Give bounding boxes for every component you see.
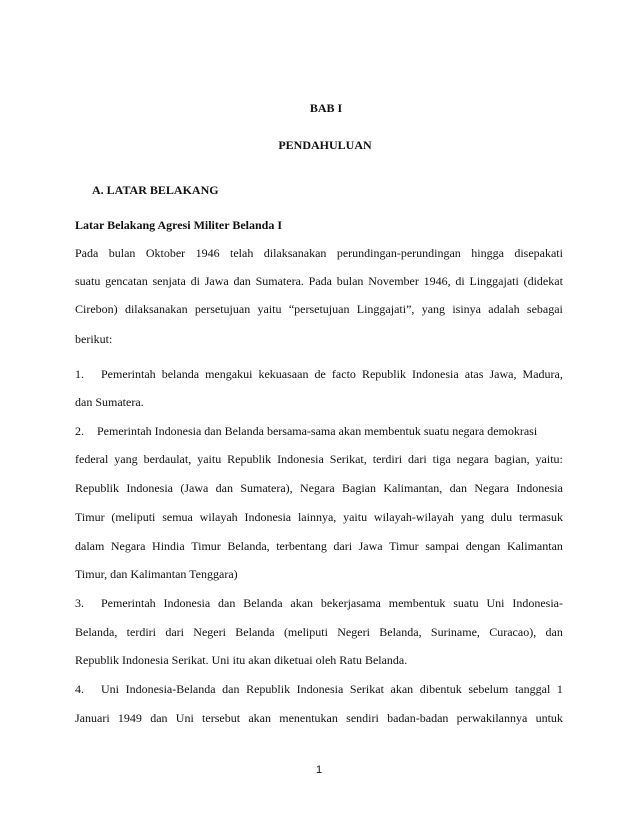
word: dari bbox=[165, 625, 184, 639]
word: Republik bbox=[361, 367, 406, 381]
word: Cirebon) bbox=[75, 302, 118, 316]
word: yang bbox=[460, 510, 485, 524]
word: akan bbox=[390, 682, 414, 696]
word: Pada bbox=[75, 246, 99, 260]
word: atas bbox=[464, 367, 484, 381]
paragraph-line bbox=[75, 273, 563, 289]
chapter-number: BAB I bbox=[309, 101, 343, 115]
word: Republik bbox=[246, 682, 291, 696]
word: terdiri bbox=[372, 452, 403, 466]
chapter-title: PENDAHULUAN bbox=[278, 138, 372, 152]
word: lainnya, bbox=[297, 510, 337, 524]
list-number: 4. bbox=[75, 682, 84, 696]
list-item-4 bbox=[75, 681, 563, 697]
word: di bbox=[455, 274, 465, 288]
paragraph-line: Timur, dan Kalimantan Tenggara) bbox=[75, 567, 238, 581]
word: membentuk bbox=[388, 596, 446, 610]
page-number: 1 bbox=[315, 764, 323, 776]
word: belanda bbox=[161, 367, 200, 381]
word: gencatan bbox=[105, 274, 148, 288]
word: Indonesia bbox=[126, 481, 173, 495]
word: Linggajati bbox=[469, 274, 519, 288]
subheading: Latar Belakang Agresi Militer Belanda I bbox=[75, 218, 283, 232]
word: facto bbox=[331, 367, 356, 381]
word: Indonesia- bbox=[512, 596, 563, 610]
word: Indonesia bbox=[296, 682, 344, 696]
word: dilaksanakan bbox=[263, 246, 327, 260]
word: Jawa bbox=[204, 274, 229, 288]
word: “persetujuan bbox=[288, 302, 350, 316]
word: Uni bbox=[175, 711, 194, 725]
word: dan bbox=[215, 481, 233, 495]
word: Januari bbox=[75, 711, 110, 725]
word: persetujuan bbox=[194, 302, 251, 316]
word: dibentuk bbox=[419, 682, 462, 696]
word: Serikat bbox=[349, 682, 384, 696]
word: Belanda bbox=[235, 625, 275, 639]
word: Madura, bbox=[522, 367, 563, 381]
paragraph-line bbox=[75, 301, 563, 317]
word: isinya bbox=[452, 302, 481, 316]
word: Pemerintah bbox=[101, 596, 156, 610]
paragraph-line: dan Sumatera. bbox=[75, 395, 144, 409]
word: wilayah bbox=[199, 510, 238, 524]
word: dan bbox=[545, 625, 563, 639]
word: (Jawa bbox=[180, 481, 209, 495]
word: Pada bbox=[308, 274, 332, 288]
word: semua bbox=[162, 510, 193, 524]
word: dengan bbox=[465, 539, 501, 553]
word: 1946, bbox=[423, 274, 451, 288]
word: Republik bbox=[227, 452, 272, 466]
word: sebelum bbox=[468, 682, 509, 696]
word: bulan bbox=[336, 274, 364, 288]
word: yang bbox=[114, 452, 138, 466]
word: Suriname, bbox=[430, 625, 480, 639]
word: terbentang bbox=[276, 539, 327, 553]
word: Indonesia-Belanda bbox=[125, 682, 216, 696]
paragraph-line bbox=[75, 451, 563, 467]
word: federal bbox=[75, 452, 109, 466]
word: Linggajati”, bbox=[356, 302, 415, 316]
word: Pemerintah bbox=[101, 367, 156, 381]
word: Sumatera), bbox=[240, 481, 293, 495]
section-heading: A. LATAR BELAKANG bbox=[92, 183, 219, 197]
word: tiga bbox=[432, 452, 451, 466]
word: Negeri bbox=[193, 625, 226, 639]
list-item-2 bbox=[75, 423, 563, 439]
word: (didekat bbox=[523, 274, 563, 288]
word: dilaksanakan bbox=[124, 302, 188, 316]
word: sebagai bbox=[526, 302, 563, 316]
word: negara bbox=[456, 452, 489, 466]
word: wilayah-wilayah bbox=[373, 510, 454, 524]
word: bulan bbox=[108, 246, 136, 260]
list-item-3 bbox=[75, 595, 563, 611]
word: badan-badan bbox=[387, 711, 449, 725]
paragraph-line bbox=[75, 624, 563, 640]
word: dan bbox=[449, 481, 467, 495]
word: de bbox=[314, 367, 326, 381]
word: Belanda, bbox=[379, 625, 422, 639]
paragraph-line bbox=[75, 480, 563, 496]
word: bagian, bbox=[494, 452, 530, 466]
word: sendiri bbox=[346, 711, 379, 725]
word: yaitu bbox=[257, 302, 282, 316]
word: Hindia bbox=[152, 539, 185, 553]
word: yaitu bbox=[197, 452, 222, 466]
word: senjata bbox=[152, 274, 186, 288]
word: Republik bbox=[75, 481, 119, 495]
paragraph-line bbox=[75, 710, 563, 726]
paragraph-line bbox=[75, 538, 563, 554]
word: Serikat, bbox=[329, 452, 367, 466]
word: perwakilannya bbox=[456, 711, 528, 725]
paragraph-line: Republik Indonesia Serikat. Uni itu akan diketuai oleh Ratu Belanda. bbox=[75, 653, 408, 667]
word: sampai bbox=[425, 539, 460, 553]
word: Bagian bbox=[341, 481, 376, 495]
word: dulu bbox=[490, 510, 513, 524]
word: Oktober bbox=[145, 246, 186, 260]
paragraph-line bbox=[75, 245, 563, 261]
word: di bbox=[190, 274, 200, 288]
word: terdiri bbox=[126, 625, 156, 639]
word: Timur bbox=[75, 510, 105, 524]
word: berdaulat, bbox=[143, 452, 192, 466]
word: 1949 bbox=[117, 711, 142, 725]
word: November bbox=[368, 274, 419, 288]
word: akan bbox=[290, 596, 314, 610]
paragraph-line bbox=[75, 509, 563, 525]
list-text bbox=[101, 681, 563, 697]
word: Belanda, bbox=[227, 539, 270, 553]
word: kekuasaan bbox=[258, 367, 309, 381]
list-number: 1. bbox=[75, 367, 84, 381]
word: Indonesia bbox=[516, 481, 563, 495]
word: Indonesia bbox=[277, 452, 324, 466]
word: dari bbox=[333, 539, 353, 553]
word: disepakati bbox=[514, 246, 563, 260]
list-text bbox=[101, 595, 563, 611]
word: Sumatera. bbox=[255, 274, 304, 288]
word: Negara bbox=[300, 481, 335, 495]
word: perundingan-perundingan bbox=[336, 246, 461, 260]
word: Kalimantan, bbox=[383, 481, 443, 495]
word: Indonesia bbox=[412, 367, 459, 381]
word: dalam bbox=[75, 539, 105, 553]
word: yaitu: bbox=[535, 452, 563, 466]
word: suatu bbox=[453, 596, 479, 610]
word: telah bbox=[230, 246, 254, 260]
word: Jawa, bbox=[489, 367, 517, 381]
list-item-1 bbox=[75, 366, 563, 382]
word: yang bbox=[421, 302, 446, 316]
word: Belanda bbox=[243, 596, 283, 610]
word: menentukan bbox=[279, 711, 338, 725]
word: mengakui bbox=[205, 367, 253, 381]
word: termasuk bbox=[518, 510, 563, 524]
word: Negeri bbox=[337, 625, 370, 639]
word: Timur bbox=[389, 539, 419, 553]
word: Timur bbox=[191, 539, 221, 553]
word: akan bbox=[248, 711, 271, 725]
word: hingga bbox=[471, 246, 504, 260]
word: yaitu bbox=[343, 510, 368, 524]
word: Uni bbox=[101, 682, 119, 696]
word: Uni bbox=[486, 596, 505, 610]
word: untuk bbox=[535, 711, 563, 725]
word: 1946 bbox=[195, 246, 220, 260]
word: adalah bbox=[488, 302, 520, 316]
word: (meliputi bbox=[111, 510, 156, 524]
word: Negara bbox=[110, 539, 146, 553]
word: Indonesia bbox=[163, 596, 211, 610]
word: Belanda, bbox=[75, 625, 118, 639]
word: dan bbox=[233, 274, 251, 288]
word: bekerjasama bbox=[320, 596, 381, 610]
word: Curacao), bbox=[489, 625, 537, 639]
word: Jawa bbox=[358, 539, 383, 553]
word: dari bbox=[408, 452, 427, 466]
word: dan bbox=[222, 682, 240, 696]
word: dan bbox=[218, 596, 236, 610]
paragraph-line: berikut: bbox=[75, 332, 113, 346]
word: (meliputi bbox=[283, 625, 328, 639]
list-text bbox=[101, 366, 563, 382]
word: dan bbox=[150, 711, 168, 725]
word: suatu bbox=[75, 274, 101, 288]
list-number: 3. bbox=[75, 596, 84, 610]
word: Negara bbox=[474, 481, 509, 495]
word: tanggal bbox=[514, 682, 551, 696]
list-text: Pemerintah Indonesia dan Belanda bersama-sama akan membentuk suatu negara demokrasi bbox=[97, 424, 538, 438]
list-number: 2. bbox=[75, 424, 84, 438]
word: Kalimantan bbox=[506, 539, 563, 553]
word: tersebut bbox=[202, 711, 241, 725]
word: 1 bbox=[556, 682, 563, 696]
word: Indonesia bbox=[244, 510, 292, 524]
